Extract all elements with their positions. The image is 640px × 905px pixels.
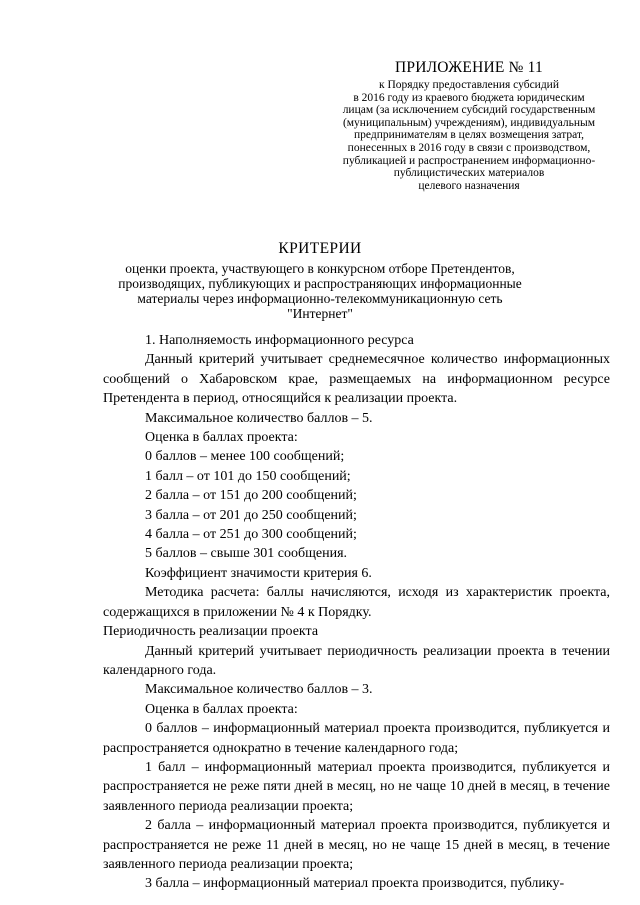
appendix-note-line: целевого назначения <box>418 179 520 192</box>
body-paragraph: Оценка в баллах проекта: <box>145 430 298 446</box>
criteria-subtitle-line: материалы через информационно-телекоммуникационную сеть "Интернет" <box>137 291 503 321</box>
criteria-heading: КРИТЕРИИ <box>278 240 362 257</box>
body-paragraph: 2 балла – от 151 до 200 сообщений; <box>145 488 357 504</box>
body-paragraph: 0 баллов – менее 100 сообщений; <box>145 449 345 465</box>
body-paragraph: Периодичность реализации проекта <box>103 624 319 640</box>
appendix-note-line: в 2016 году из краевого бюджета юридическим <box>353 91 585 104</box>
criteria-subtitle-line: производящих, публикующих и распространяющих информационные <box>118 276 522 291</box>
appendix-note <box>318 79 620 192</box>
body-paragraph: Методика расчета: баллы начисляются, исходя из характеристик проекта, содержащихся в приложении № 4 к Порядку. <box>103 585 610 620</box>
body-paragraph: Максимальное количество баллов – 5. <box>145 410 373 426</box>
body-paragraph: 0 баллов – информационный материал проекта производится, публикуется и распространяется однократно в течение календарного года; <box>103 721 610 756</box>
body-paragraph: 1 балл – информационный материал проекта производится, публикуется и распространяется не реже пяти дней в месяц, но не чаще 10 дней в месяц, в течение заявленного периода реализации проекта; <box>103 759 610 814</box>
body-paragraph: 1. Наполняемость информационного ресурса <box>145 333 414 348</box>
body-paragraph: Оценка в баллах проекта: <box>145 701 298 717</box>
body-paragraph: Данный критерий учитывает среднемесячное количество информационных сообщений о Хабаровском крае, размещаемых на информационном ресурсе Претендента в период, относящийся к реализации проекта. <box>103 352 610 407</box>
body-paragraph: 5 баллов – свыше 301 сообщения. <box>145 546 348 562</box>
document-body <box>103 331 610 894</box>
appendix-block <box>318 58 620 192</box>
body-paragraph: 3 балла – от 201 до 250 сообщений; <box>145 507 357 523</box>
appendix-note-line: публикацией и распространением информационно- <box>342 154 596 167</box>
criteria-subtitle-line: оценки проекта, участвующего в конкурсном отборе Претендентов, <box>125 261 515 276</box>
appendix-note-line: предпринимателям в целях возмещения затрат, <box>353 129 584 142</box>
body-paragraph: 1 балл – от 101 до 150 сообщений; <box>145 468 351 484</box>
body-paragraph: 4 балла – от 251 до 300 сообщений; <box>145 527 357 543</box>
body-paragraph: Максимальное количество баллов – 3. <box>145 682 373 698</box>
appendix-note-line: к Порядку предоставления субсидий <box>379 79 559 91</box>
body-paragraph: Данный критерий учитывает периодичность реализации проекта в течении календарного года. <box>103 643 610 678</box>
body-paragraph: Коэффициент значимости критерия 6. <box>145 565 372 581</box>
body-paragraph: 3 балла – информационный материал проекта производится, публику- <box>145 876 565 892</box>
appendix-note-line: (муниципальным) учреждениям), индивидуальным <box>342 116 596 129</box>
appendix-note-line: лицам (за исключением субсидий государственным <box>342 104 596 117</box>
criteria-subtitle <box>112 261 528 321</box>
appendix-note-line: публицистических материалов <box>393 167 545 180</box>
appendix-title: ПРИЛОЖЕНИЕ № 11 <box>394 59 543 76</box>
appendix-note-line: понесенных в 2016 году в связи с производством, <box>347 141 591 154</box>
body-paragraph: 2 балла – информационный материал проекта производится, публикуется и распространяется не реже 11 дней в месяц, но не чаще 15 дней в месяц, в течение заявленного периода реализации проекта; <box>103 818 610 872</box>
